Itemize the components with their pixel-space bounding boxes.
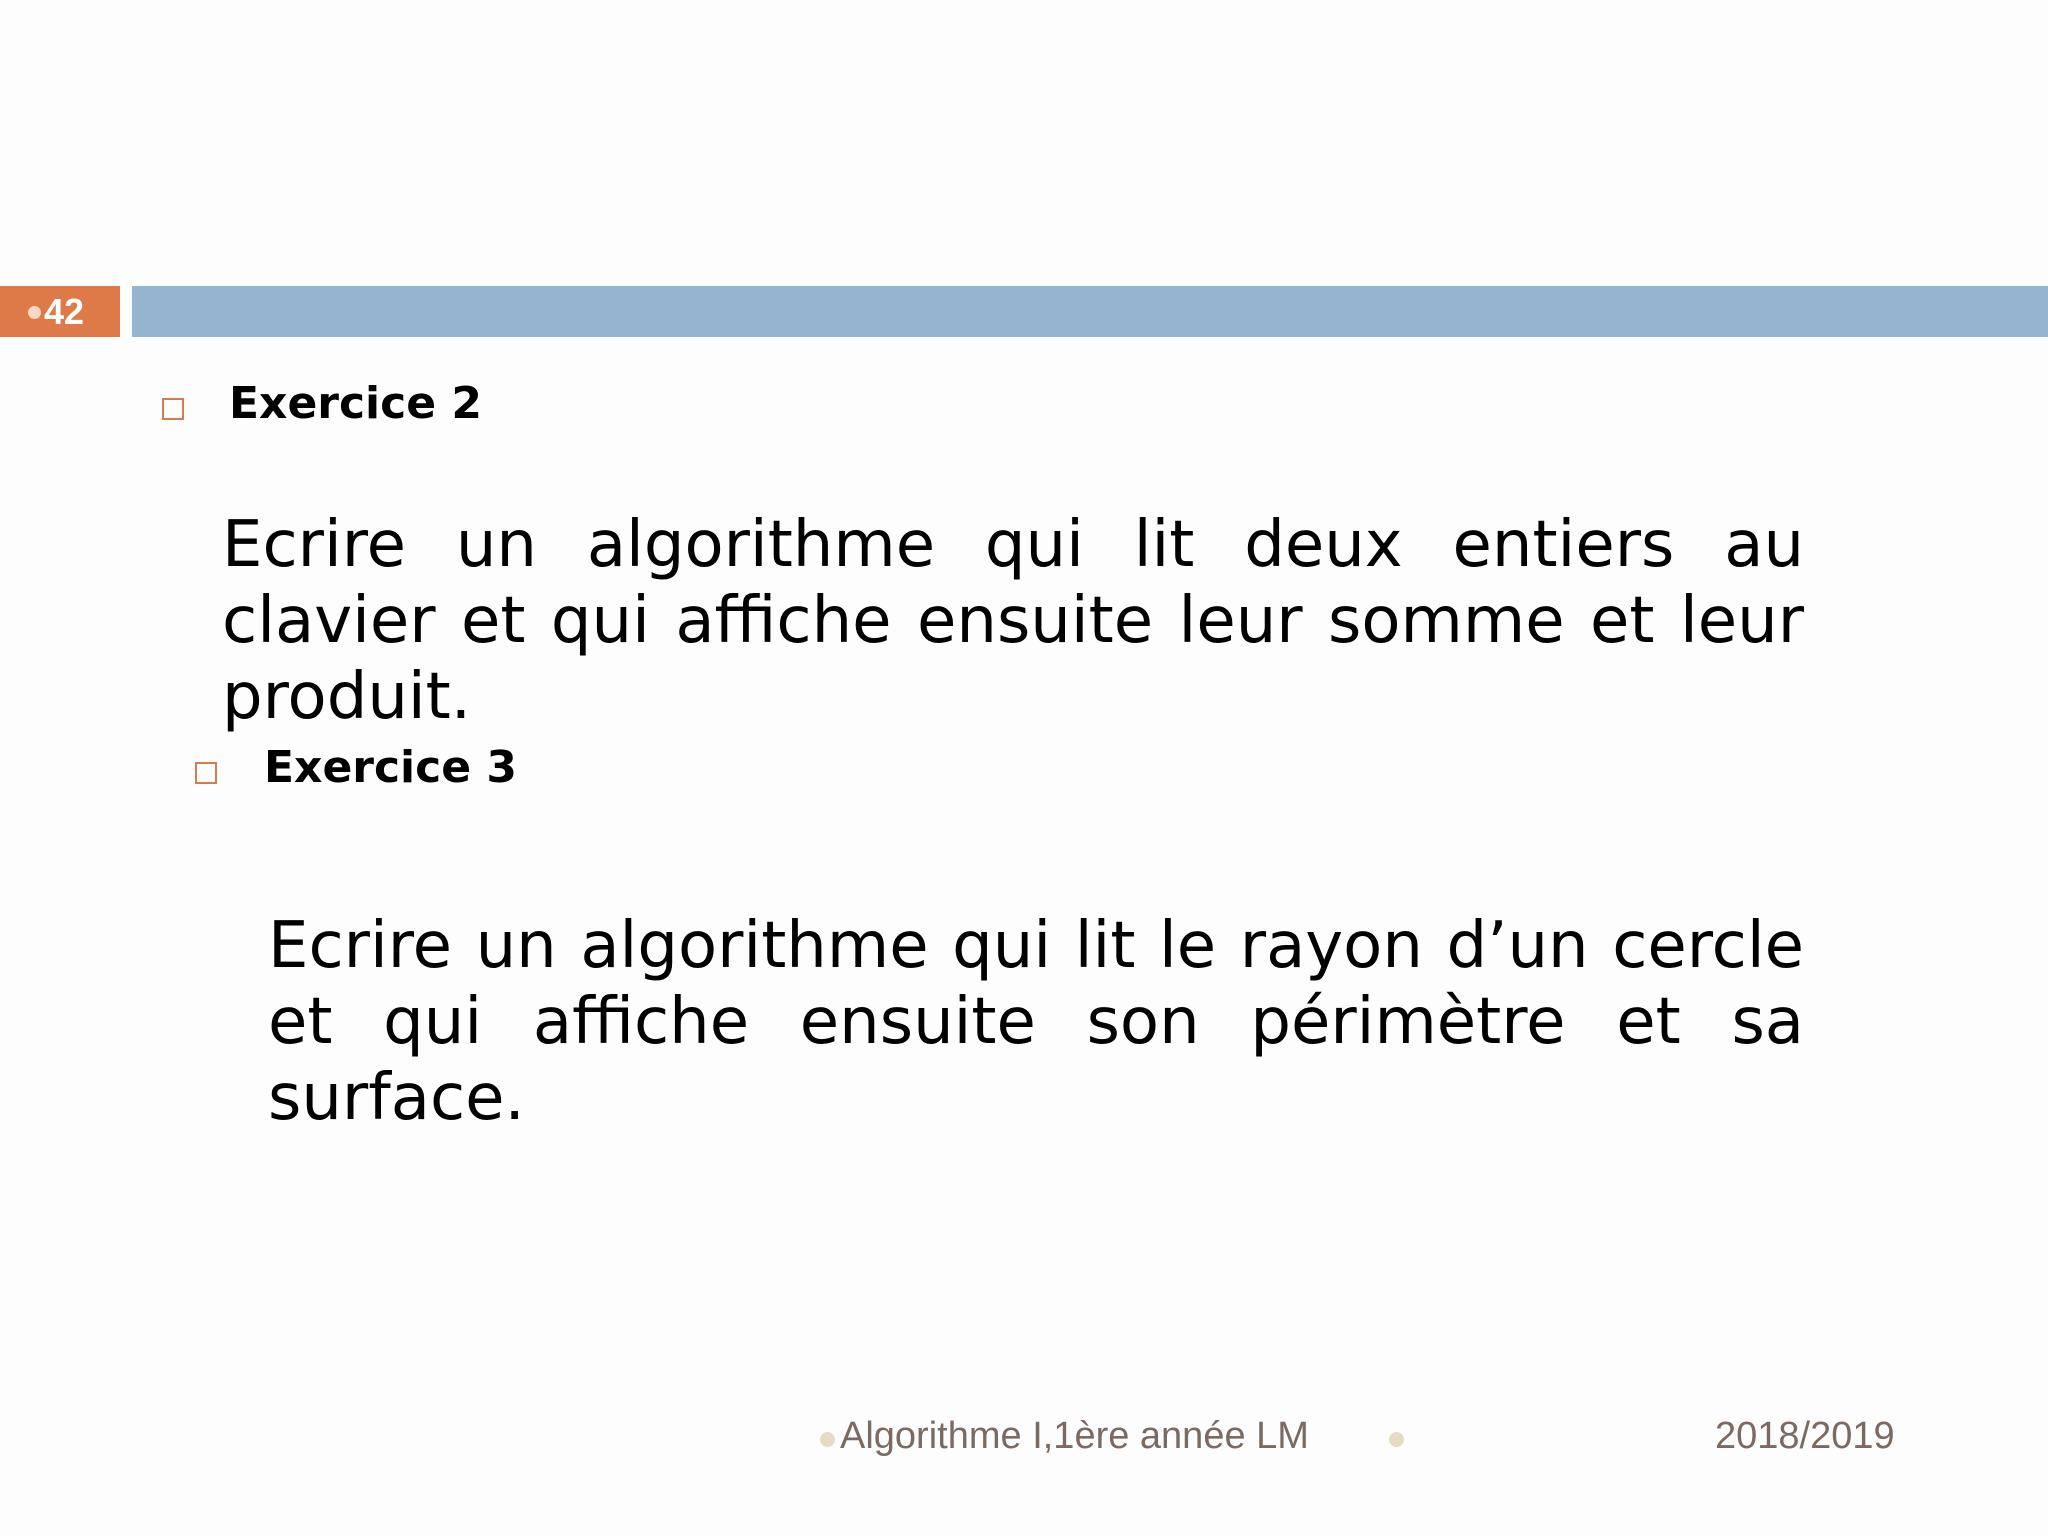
- footer-dot-icon: [820, 1432, 835, 1447]
- footer-dot-icon: [1389, 1432, 1404, 1447]
- exercise-2-text: Ecrire un algorithme qui lit deux entiers au clavier et qui affiche ensuite leur somme et leur produit.: [222, 508, 1804, 734]
- slide-number: 42: [44, 291, 85, 332]
- bullet-dot-icon: [28, 306, 41, 319]
- exercise-3-heading: Exercice 3: [264, 742, 517, 793]
- square-bullet-icon: [195, 762, 217, 784]
- exercise-2-heading: Exercice 2: [229, 378, 482, 429]
- title-bar: [132, 286, 2048, 337]
- exercise-3-text: Ecrire un algorithme qui lit le rayon d’un cercle et qui affiche ensuite son périmètre et sa surface.: [268, 909, 1804, 1135]
- slide-number-badge: [0, 286, 120, 337]
- footer-course: Algorithme I,1ère année LM: [840, 1415, 1309, 1457]
- footer-year: 2018/2019: [1715, 1415, 1895, 1457]
- square-bullet-icon: [162, 398, 184, 420]
